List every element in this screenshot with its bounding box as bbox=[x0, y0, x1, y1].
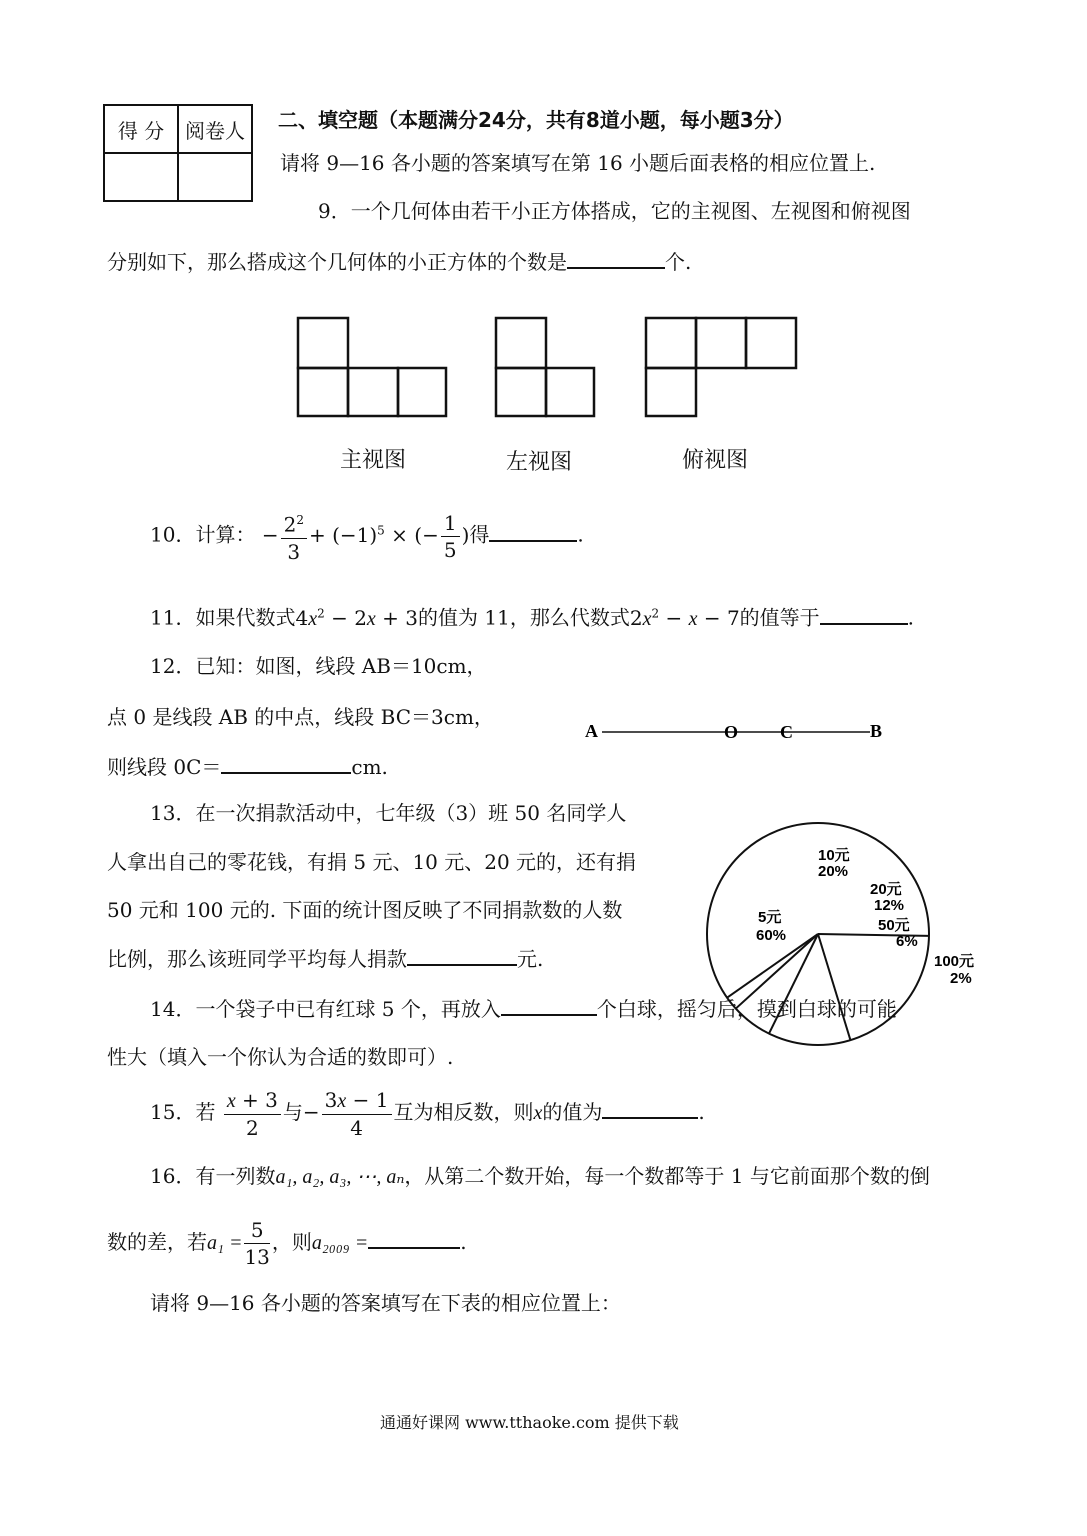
q15: 15．若 $\frac{x + 3}{2}$ 与− $\frac{3x - 1}{4}$ 互为相反数，则x的值为 . bbox=[150, 1087, 705, 1140]
q12-line3 bbox=[107, 754, 388, 779]
q9-answer-blank[interactable] bbox=[567, 249, 665, 269]
slice-5-percent: 60% bbox=[756, 927, 787, 944]
q11-end: . bbox=[907, 605, 915, 630]
three-views-figure bbox=[290, 310, 810, 430]
q10 bbox=[150, 500, 584, 565]
q12-text: 则线段 0C＝ bbox=[107, 755, 222, 779]
q16-line1 bbox=[150, 1164, 930, 1189]
section-title: 二、填空题（本题满分24分，共有8道小题，每小题3分） bbox=[278, 108, 794, 132]
point-a-label: A bbox=[585, 721, 598, 741]
score-label: 得 分 bbox=[104, 105, 178, 153]
q9-unit: 个. bbox=[665, 250, 692, 274]
q13-line3: 50 元和 100 元的. 下面的统计图反映了不同捐款数的人数 bbox=[107, 898, 623, 922]
q11-mid: 的值为 11，那么代数式 bbox=[418, 605, 630, 630]
q12-answer-blank[interactable] bbox=[221, 754, 351, 774]
q16-frac: $\frac{5}{13}$ bbox=[244, 1218, 270, 1269]
q12-line1: 12．已知：如图，线段 AB＝10cm， bbox=[150, 654, 487, 678]
q10-post: 得 bbox=[469, 522, 490, 547]
slice-5-label: 5元 bbox=[758, 909, 782, 926]
q10-end: . bbox=[577, 522, 584, 547]
q16-post: ，从第二个数开始，每一个数都等于 1 与它前面那个数的倒 bbox=[404, 1164, 930, 1188]
q13-line1: 13．在一次捐款活动中，七年级（3）班 50 名同学人 bbox=[150, 801, 627, 825]
q15-post: 互为相反数，则 bbox=[393, 1100, 534, 1124]
q10-text: 10．计算： bbox=[150, 522, 256, 547]
q14-post: 个白球，摇匀后，摸到白球的可能 bbox=[596, 997, 897, 1021]
q15-post2: 的值为 bbox=[542, 1100, 603, 1124]
q14-line2: 性大（填入一个你认为合适的数即可）. bbox=[107, 1045, 454, 1069]
q15-frac2: $\frac{3x - 1}{4}$ bbox=[322, 1087, 392, 1141]
q11 bbox=[150, 601, 914, 631]
q16-line2 bbox=[107, 1212, 467, 1273]
q9-line1: 9．一个几何体由若干小正方体搭成，它的主视图、左视图和俯视图 bbox=[318, 199, 911, 223]
q12-unit: cm. bbox=[351, 755, 388, 779]
front-view bbox=[298, 318, 446, 416]
slice-10-percent: 20% bbox=[818, 863, 849, 880]
caption-front: 主视图 bbox=[340, 448, 407, 473]
segment-figure bbox=[580, 712, 900, 752]
footer: 通通好课网 www.tthaoke.com 提供下载 bbox=[380, 1413, 679, 1432]
q16-end: . bbox=[460, 1230, 467, 1254]
q11-post: 的值等于 bbox=[739, 605, 820, 630]
q10-answer-blank[interactable] bbox=[489, 522, 577, 542]
q11-expr2: $2x^2 - x - 7$ bbox=[629, 605, 740, 630]
point-c-label: C bbox=[780, 722, 793, 742]
q10-expression: − $\frac{2^2}{3}$ + $(-1)^5$ × (− $\frac{1}{5}$ ) bbox=[262, 523, 470, 547]
caption-top: 俯视图 bbox=[682, 448, 749, 473]
q14-line1 bbox=[150, 996, 897, 1021]
slice-50-percent: 6% bbox=[896, 933, 918, 950]
section-instruction: 请将 9—16 各小题的答案填写在第 16 小题后面表格的相应位置上. bbox=[280, 151, 876, 175]
q15-end: . bbox=[698, 1100, 705, 1124]
slice-20-percent: 12% bbox=[874, 897, 905, 914]
slice-50-label: 50元 bbox=[878, 917, 910, 934]
q12-line2: 点 0 是线段 AB 的中点，线段 BC＝3cm， bbox=[107, 705, 494, 729]
grader-label: 阅卷人 bbox=[178, 105, 252, 153]
q16-a1: a₁ = bbox=[207, 1232, 243, 1254]
score-table bbox=[103, 104, 253, 202]
q14-answer-blank[interactable] bbox=[501, 996, 597, 1016]
q13-unit: 元. bbox=[517, 947, 544, 971]
q15-text: 15．若 bbox=[150, 1100, 216, 1124]
q16-seq: a₁, a₂, a₃, ⋯, aₙ bbox=[275, 1166, 405, 1188]
q15-answer-blank[interactable] bbox=[602, 1099, 698, 1119]
closing-instruction: 请将 9—16 各小题的答案填写在下表的相应位置上： bbox=[150, 1291, 621, 1315]
q13-line4 bbox=[107, 946, 543, 971]
q13-answer-blank[interactable] bbox=[407, 946, 517, 966]
q15-frac1: $\frac{x + 3}{2}$ bbox=[224, 1087, 281, 1141]
point-b-label: B bbox=[870, 721, 883, 741]
q16-mid: ，则 bbox=[271, 1230, 312, 1254]
q16-a2009: a₂₀₀₉ = bbox=[311, 1232, 369, 1254]
grader-cell[interactable] bbox=[178, 153, 252, 201]
q11-expr1: $4x^2 - 2x + 3$ bbox=[295, 605, 419, 630]
q9-line2 bbox=[107, 249, 691, 274]
slice-100-label: 100元 bbox=[934, 953, 975, 970]
left-view bbox=[496, 318, 594, 416]
q13-text: 比例，那么该班同学平均每人捐款 bbox=[107, 947, 407, 971]
slice-10-label: 10元 bbox=[818, 847, 850, 864]
pie-chart bbox=[700, 812, 980, 1062]
slice-100-percent: 2% bbox=[950, 970, 972, 987]
q15-mid: 与 bbox=[282, 1100, 303, 1124]
q11-answer-blank[interactable] bbox=[820, 605, 908, 625]
q9-text: 分别如下，那么搭成这个几何体的小正方体的个数是 bbox=[107, 250, 567, 274]
point-o-label: O bbox=[724, 722, 739, 742]
q16-line2-text: 数的差，若 bbox=[107, 1230, 207, 1254]
caption-left: 左视图 bbox=[506, 450, 573, 475]
q16-text: 16．有一列数 bbox=[150, 1164, 276, 1188]
q14-text: 14．一个袋子中已有红球 5 个，再放入 bbox=[150, 997, 501, 1021]
score-cell[interactable] bbox=[104, 153, 178, 201]
q11-text: 11．如果代数式 bbox=[150, 605, 296, 630]
q13-line2: 人拿出自己的零花钱，有捐 5 元、10 元、20 元的，还有捐 bbox=[107, 850, 637, 874]
pie-boundary-2 bbox=[818, 934, 850, 1040]
slice-20-label: 20元 bbox=[870, 881, 902, 898]
top-view bbox=[646, 318, 796, 416]
q16-answer-blank[interactable] bbox=[368, 1229, 460, 1249]
q15-var: x bbox=[533, 1102, 543, 1124]
